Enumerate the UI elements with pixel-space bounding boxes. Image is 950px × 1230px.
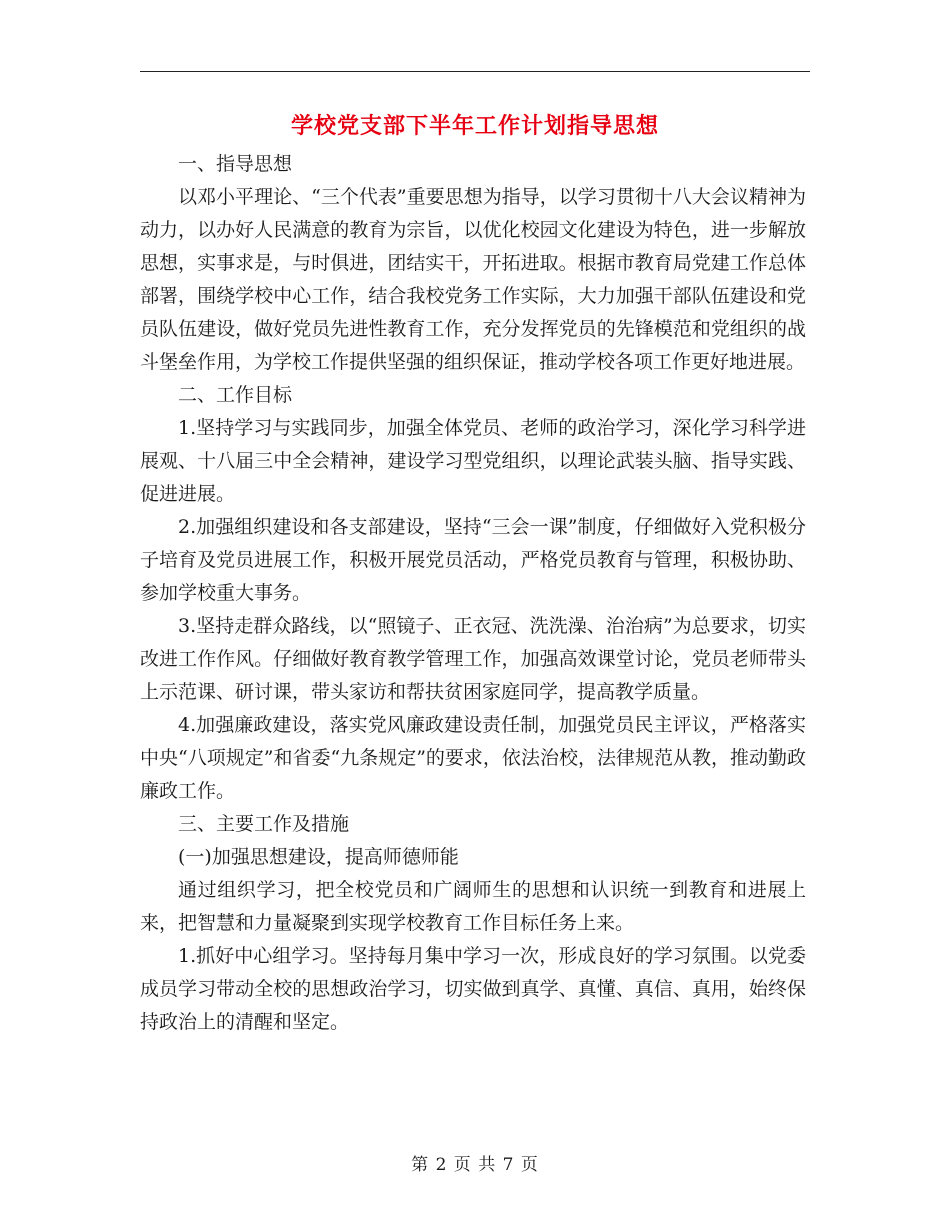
section-heading: 二、工作目标 — [178, 384, 293, 406]
body-paragraph: 通过组织学习，把全校党员和广阔师生的思想和认识统一到教育和进展上来，把智慧和力量凝聚到实现学校教育工作目标任务上来。 — [140, 879, 806, 934]
body-paragraph: 3.坚持走群众路线，以“照镜子、正衣冠、洗洗澡、治治病”为总要求，切实改进工作作风。仔细做好教育教学管理工作，加强高效课堂讨论，党员老师带头上示范课、研讨课，带头家访和帮扶贫困家庭同学，提高教学质量。 — [140, 615, 806, 703]
page-number: 第 2 页 共 7 页 — [411, 1155, 539, 1175]
body-paragraph: 4.加强廉政建设，落实党风廉政建设责任制，加强党员民主评议，严格落实中央“八项规定”和省委“九条规定”的要求，依法治校，法律规范从教，推动勤政廉政工作。 — [140, 714, 806, 802]
body-paragraph: 1.坚持学习与实践同步，加强全体党员、老师的政治学习，深化学习科学进展观、十八届三中全会精神，建设学习型党组织，以理论武装头脑、指导实践、促进进展。 — [140, 417, 806, 505]
section-heading: 一、指导思想 — [178, 153, 293, 175]
body-paragraph: 以邓小平理论、“三个代表”重要思想为指导，以学习贯彻十八大会议精神为动力，以办好人民满意的教育为宗旨，以优化校园文化建设为特色，进一步解放思想，实事求是，与时俱进，团结实干，开拓进取。根据市教育局党建工作总体部署，围绕学校中心工作，结合我校党务工作实际，大力加强干部队伍建设和党员队伍建设，做好党员先进性教育工作，充分发挥党员的先锋模范和党组织的战斗堡垒作用，为学校工作提供坚强的组织保证，推动学校各项工作更好地进展。 — [140, 186, 806, 373]
header-rule — [140, 71, 810, 72]
body-paragraph: 1.抓好中心组学习。坚持每月集中学习一次，形成良好的学习氛围。以党委成员学习带动全校的思想政治学习，切实做到真学、真懂、真信、真用，始终保持政治上的清醒和坚定。 — [140, 945, 806, 1033]
document-title: 学校党支部下半年工作计划指导思想 — [290, 113, 659, 139]
section-heading: 三、主要工作及措施 — [178, 813, 350, 835]
body-paragraph: 2.加强组织建设和各支部建设，坚持“三会一课”制度，仔细做好入党积极分子培育及党员进展工作，积极开展党员活动，严格党员教育与管理，积极协助、参加学校重大事务。 — [140, 516, 806, 604]
document-body — [140, 148, 806, 1039]
subsection-heading: (一)加强思想建设，提高师德师能 — [178, 846, 459, 868]
